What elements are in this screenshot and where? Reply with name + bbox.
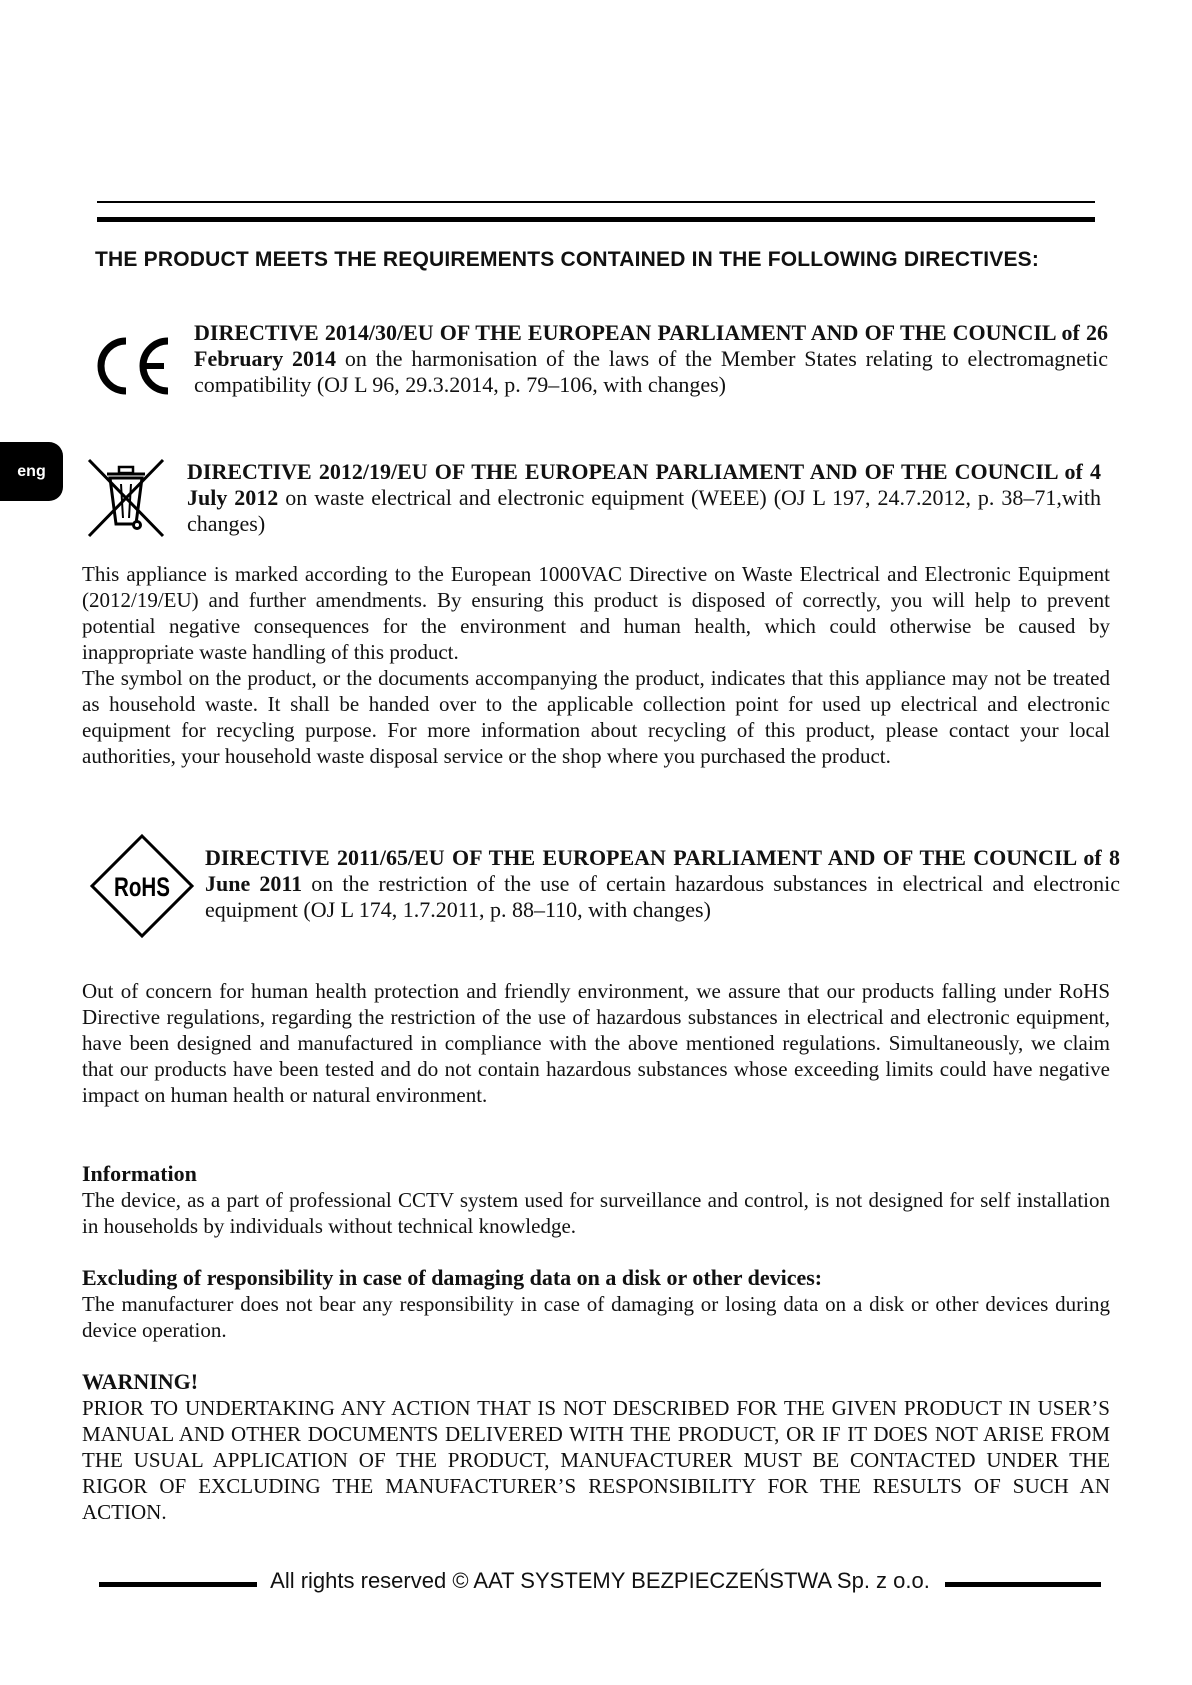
language-tab[interactable]: eng — [0, 442, 63, 501]
information-title: Information — [82, 1161, 197, 1186]
directive-ce-text: on the harmonisation of the laws of the Member States relating to electromagnetic compatibility (OJ L 96, 29.3.2014, p. 79–106, with changes) — [194, 346, 1109, 397]
weee-paragraph-1: This appliance is marked according to the European 1000VAC Directive on Waste Electrical and Electronic Equipment (2012/19/EU) and further amendments. By ensuring this product is disposed of correctly, you will help to prevent potential negative consequences for the environment and human health, which could otherwise be caused by inappropriate waste handling of this product. — [82, 562, 1110, 664]
directive-rohs-title: DIRECTIVE 2011/65/EU OF THE EUROPEAN PARLIAMENT AND OF THE COUNCIL of 8 June 2011 — [205, 845, 1120, 896]
weee-paragraphs — [82, 561, 1110, 769]
warning-title: WARNING! — [82, 1369, 199, 1394]
directive-weee-title: DIRECTIVE 2012/19/EU OF THE EUROPEAN PARLIAMENT AND OF THE COUNCIL of 4 July 2012 — [187, 459, 1101, 510]
directive-ce-title: DIRECTIVE 2014/30/EU OF THE EUROPEAN PARLIAMENT AND OF THE COUNCIL of 26 February 2014 — [194, 320, 1108, 371]
weee-logo — [85, 456, 167, 540]
rohs-diamond-icon — [89, 833, 195, 939]
excluding-section — [82, 1265, 1110, 1343]
directives-heading: THE PRODUCT MEETS THE REQUIREMENTS CONTAINED IN THE FOLLOWING DIRECTIVES: — [95, 248, 1040, 271]
header-rule-thin — [97, 201, 1095, 203]
header-rule-thick — [97, 217, 1095, 222]
directive-ce — [194, 320, 1108, 398]
warning-text: PRIOR TO UNDERTAKING ANY ACTION THAT IS NOT DESCRIBED FOR THE GIVEN PRODUCT IN USER’S MANUAL AND OTHER DOCUMENTS DELIVERED WITH THE PRODUCT, OR IF IT DOES NOT ARISE FROM THE USUAL APPLICATION OF THE PRODUCT, MANUFACTURER MUST BE CONTACTED UNDER THE RIGOR OF EXCLUDING THE MANUFACTURER’S RESPONSIBILITY FOR THE RESULTS OF SUCH AN ACTION. — [82, 1396, 1110, 1524]
information-text: The device, as a part of professional CCTV system used for surveillance and control, is not designed for self installation in households by individuals without technical knowledge. — [82, 1188, 1110, 1238]
directive-weee — [187, 459, 1101, 537]
rohs-logo — [89, 833, 195, 939]
weee-paragraph-2: The symbol on the product, or the documents accompanying the product, indicates that this appliance may not be treated as household waste. It shall be handed over to the applicable collection point for used up electrical and electronic equipment for recycling purpose. For more information about recycling of this product, please contact your local authorities, your household waste disposal service or the shop where you purchased the product. — [82, 666, 1110, 768]
information-section — [82, 1161, 1110, 1239]
footer-rule-left — [99, 1582, 257, 1587]
excluding-title: Excluding of responsibility in case of damaging data on a disk or other devices: — [82, 1265, 823, 1290]
footer-copyright: All rights reserved © AAT SYSTEMY BEZPIECZEŃSTWA Sp. z o.o. — [270, 1568, 930, 1593]
warning-section — [82, 1369, 1110, 1525]
rohs-logo-text: RoHS — [114, 872, 170, 902]
footer-rule-right — [945, 1582, 1101, 1587]
directive-rohs — [205, 845, 1120, 923]
ce-logo — [92, 335, 172, 397]
ce-mark-icon — [92, 335, 172, 397]
directive-weee-text: on waste electrical and electronic equipment (WEEE) (OJ L 197, 24.7.2012, p. 38–71,with changes) — [187, 485, 1101, 536]
excluding-text: The manufacturer does not bear any responsibility in case of damaging or losing data on a disk or other devices during device operation. — [82, 1292, 1110, 1342]
directive-rohs-text: on the restriction of the use of certain hazardous substances in electrical and electronic equipment (OJ L 174, 1.7.2011, p. 88–110, with changes) — [205, 871, 1120, 922]
rohs-paragraph: Out of concern for human health protection and friendly environment, we assure that our products falling under RoHS Directive regulations, regarding the restriction of the use of hazardous substances in electrical and electronic equipment, have been designed and manufactured in compliance with the above mentioned regulations. Simultaneously, we claim that our products have been tested and do not contain hazardous substances whose exceeding limits could have negative impact on human health or natural environment. — [82, 979, 1110, 1107]
crossed-bin-icon — [85, 456, 167, 540]
